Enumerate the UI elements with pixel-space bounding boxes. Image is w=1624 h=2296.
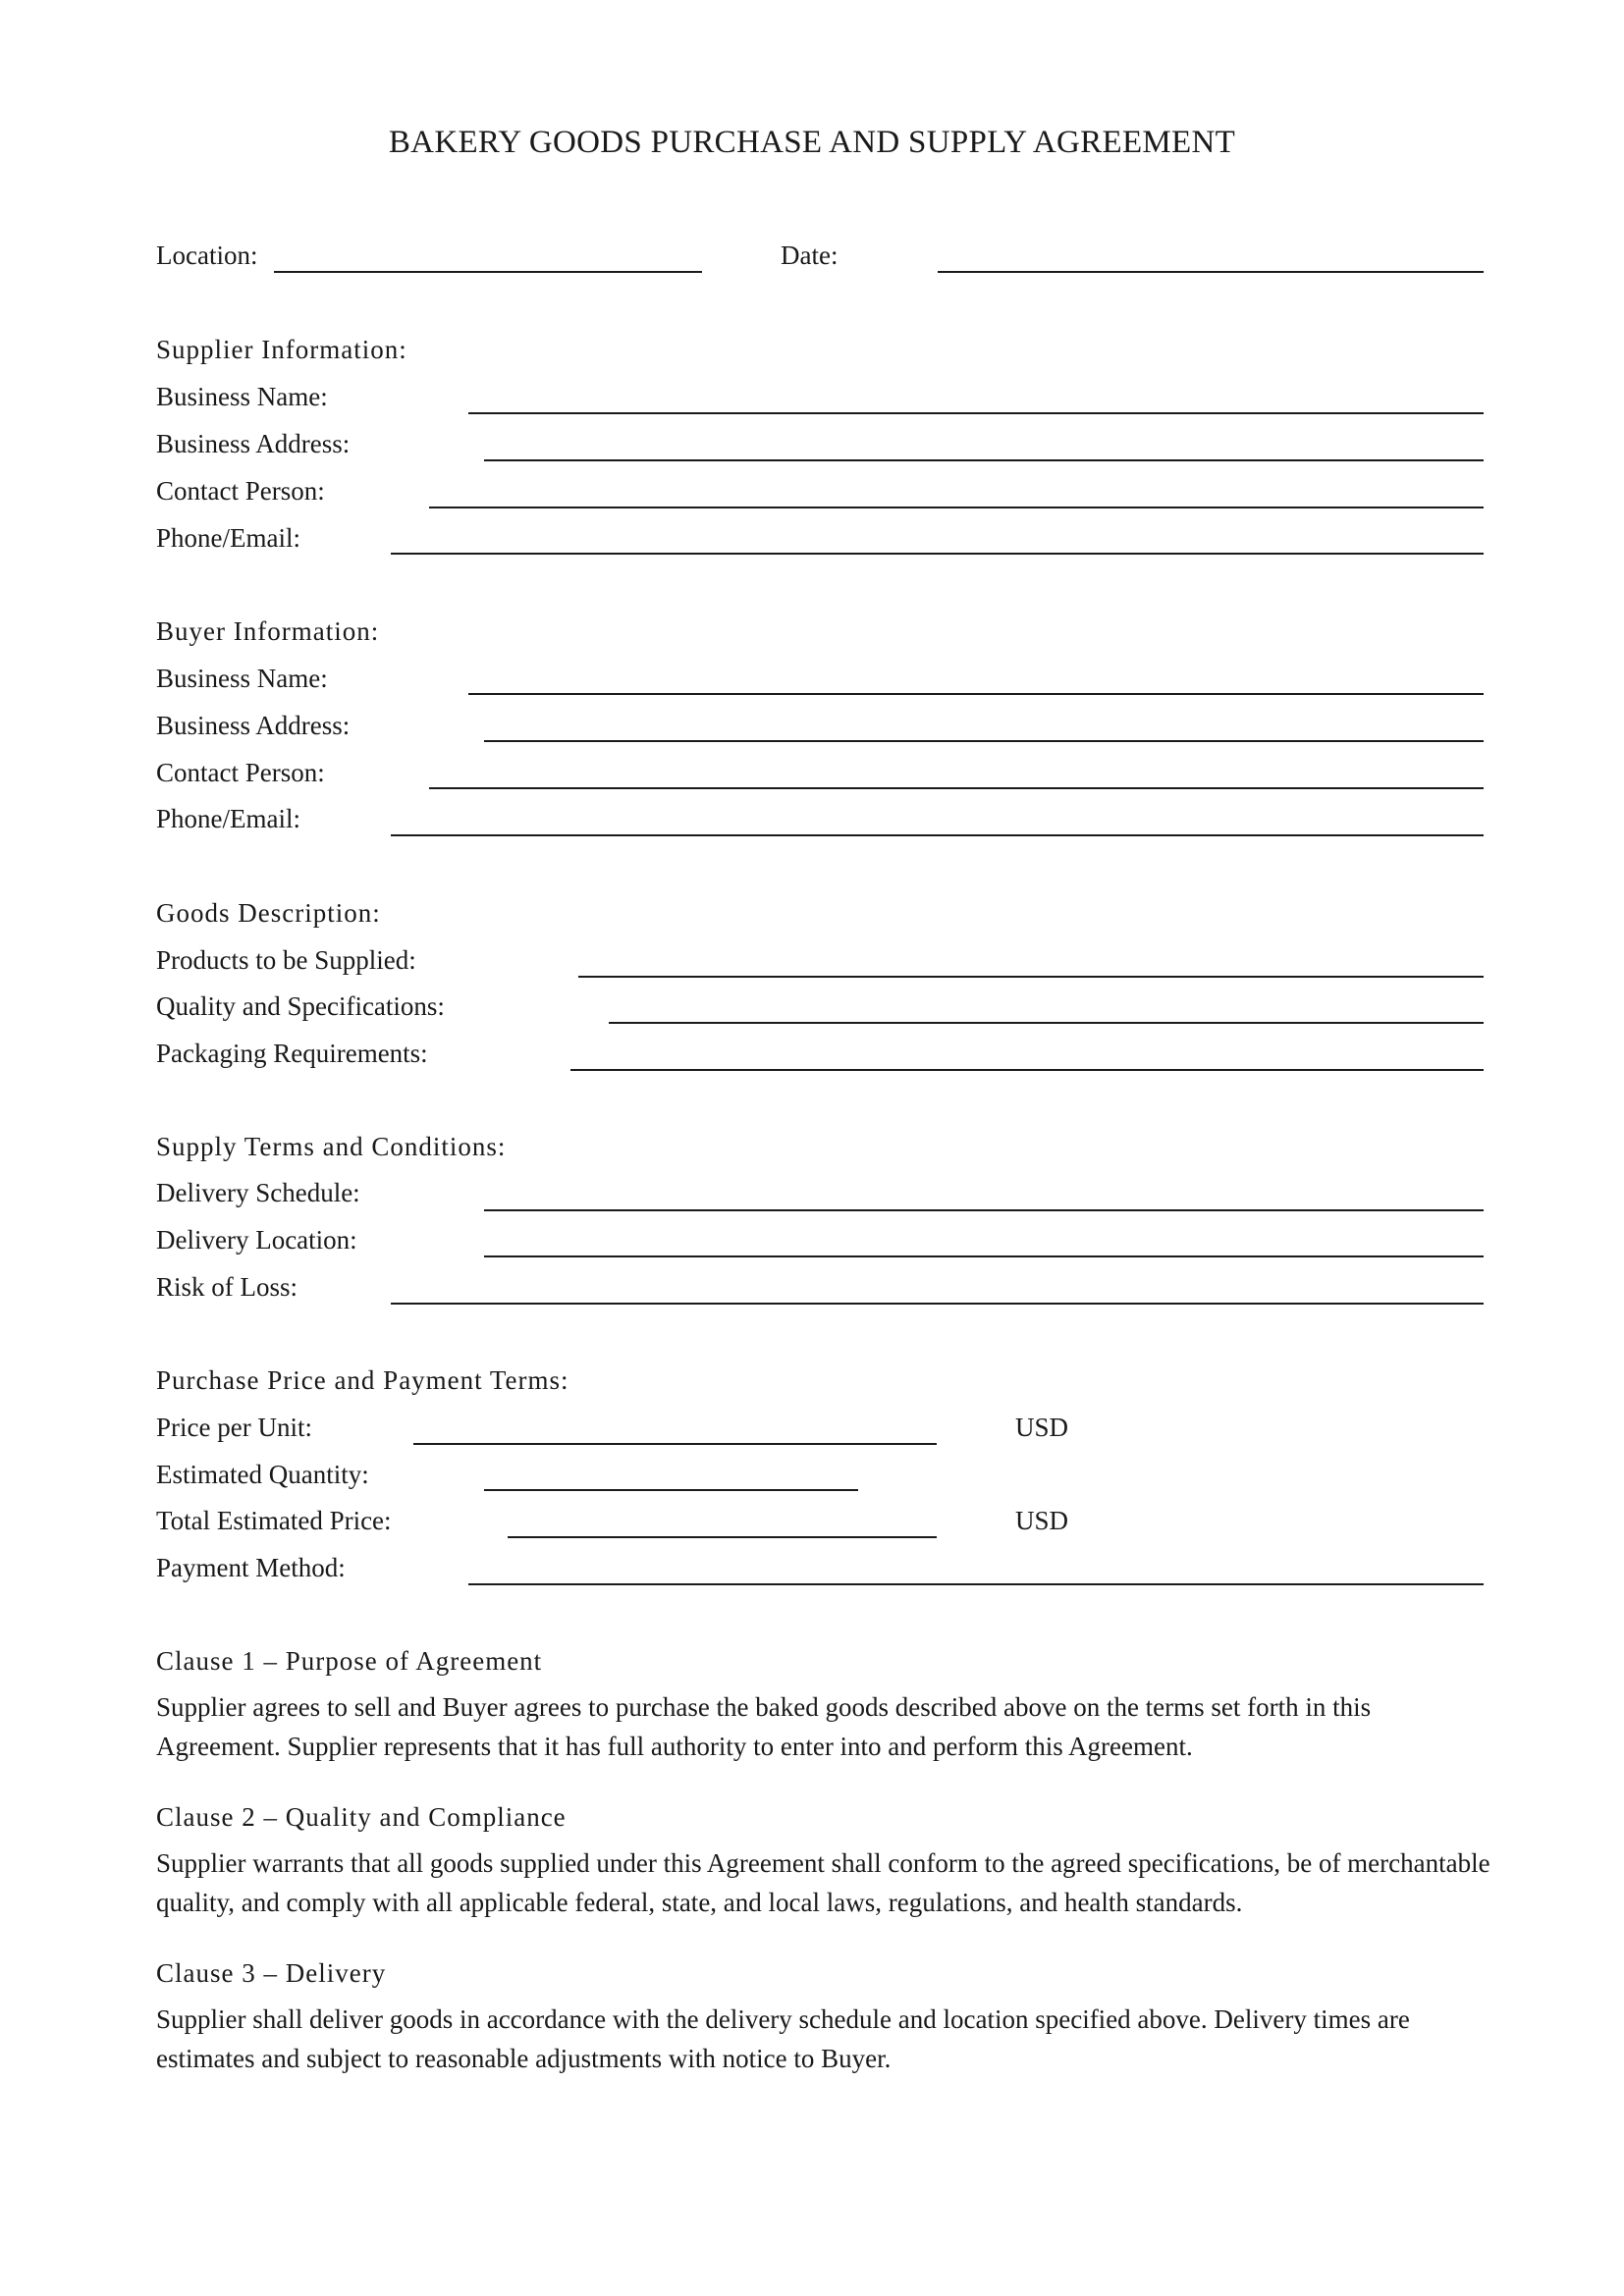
- goods-heading: Goods Description:: [156, 898, 381, 928]
- delivery-schedule-field[interactable]: [484, 1209, 1484, 1211]
- supplier-heading: Supplier Information:: [156, 335, 407, 364]
- price-per-unit-field[interactable]: [413, 1443, 937, 1445]
- risk-of-loss-label: Risk of Loss:: [156, 1272, 298, 1302]
- supplier-contact-person-field[interactable]: [429, 507, 1484, 508]
- goods-packaging-field[interactable]: [570, 1069, 1484, 1071]
- date-label: Date:: [781, 240, 839, 270]
- delivery-location-label: Delivery Location:: [156, 1225, 357, 1255]
- supply-terms-heading: Supply Terms and Conditions:: [156, 1132, 507, 1161]
- location-field[interactable]: [274, 271, 702, 273]
- estimated-quantity-label: Estimated Quantity:: [156, 1460, 369, 1489]
- goods-quality-field[interactable]: [609, 1022, 1484, 1024]
- goods-products-label: Products to be Supplied:: [156, 945, 416, 975]
- clause-1-text: Supplier agrees to sell and Buyer agrees to purchase the baked goods described above on the terms set forth in this Agreement. Supplier represents that it has full authority to enter into and perform this Agreement.: [156, 1692, 1372, 1761]
- clause-1-heading: Clause 1 – Purpose of Agreement: [156, 1646, 543, 1676]
- supplier-phone-email-label: Phone/Email:: [156, 523, 300, 553]
- risk-of-loss-field[interactable]: [391, 1303, 1484, 1305]
- goods-packaging-label: Packaging Requirements:: [156, 1039, 428, 1068]
- goods-quality-label: Quality and Specifications:: [156, 991, 445, 1021]
- supplier-phone-email-field[interactable]: [391, 553, 1484, 555]
- total-estimated-price-field[interactable]: [508, 1536, 937, 1538]
- supplier-business-address-label: Business Address:: [156, 429, 351, 458]
- price-heading: Purchase Price and Payment Terms:: [156, 1365, 569, 1395]
- supplier-business-name-label: Business Name:: [156, 382, 328, 411]
- clause-3-text: Supplier shall deliver goods in accordance with the delivery schedule and location specified above. Delivery times are estimates and subject to reasonable adjustments with notice to Buyer.: [156, 2004, 1410, 2073]
- location-label: Location:: [156, 240, 258, 270]
- document-title: BAKERY GOODS PURCHASE AND SUPPLY AGREEMENT: [388, 125, 1236, 160]
- total-estimated-price-currency: USD: [1015, 1506, 1069, 1535]
- clause-2-text: Supplier warrants that all goods supplied under this Agreement shall conform to the agreed specifications, be of merchantable quality, and comply with all applicable federal, state, and local laws, regulations, and health standards.: [156, 1848, 1490, 1917]
- payment-method-label: Payment Method:: [156, 1553, 346, 1582]
- payment-method-field[interactable]: [468, 1583, 1484, 1585]
- goods-products-field[interactable]: [578, 976, 1484, 978]
- buyer-business-address-label: Business Address:: [156, 711, 351, 740]
- price-per-unit-currency: USD: [1015, 1413, 1069, 1442]
- price-per-unit-label: Price per Unit:: [156, 1413, 312, 1442]
- total-estimated-price-label: Total Estimated Price:: [156, 1506, 392, 1535]
- buyer-heading: Buyer Information:: [156, 616, 380, 646]
- buyer-business-address-field[interactable]: [484, 740, 1484, 742]
- delivery-location-field[interactable]: [484, 1255, 1484, 1257]
- estimated-quantity-field[interactable]: [484, 1489, 858, 1491]
- buyer-business-name-label: Business Name:: [156, 664, 328, 693]
- buyer-contact-person-field[interactable]: [429, 787, 1484, 789]
- buyer-phone-email-label: Phone/Email:: [156, 804, 300, 833]
- buyer-business-name-field[interactable]: [468, 693, 1484, 695]
- delivery-schedule-label: Delivery Schedule:: [156, 1178, 360, 1207]
- supplier-contact-person-label: Contact Person:: [156, 476, 325, 506]
- date-field[interactable]: [938, 271, 1484, 273]
- clause-3-heading: Clause 3 – Delivery: [156, 1958, 387, 1988]
- clause-2-heading: Clause 2 – Quality and Compliance: [156, 1802, 567, 1832]
- buyer-contact-person-label: Contact Person:: [156, 758, 325, 787]
- buyer-phone-email-field[interactable]: [391, 834, 1484, 836]
- supplier-business-address-field[interactable]: [484, 459, 1484, 461]
- supplier-business-name-field[interactable]: [468, 412, 1484, 414]
